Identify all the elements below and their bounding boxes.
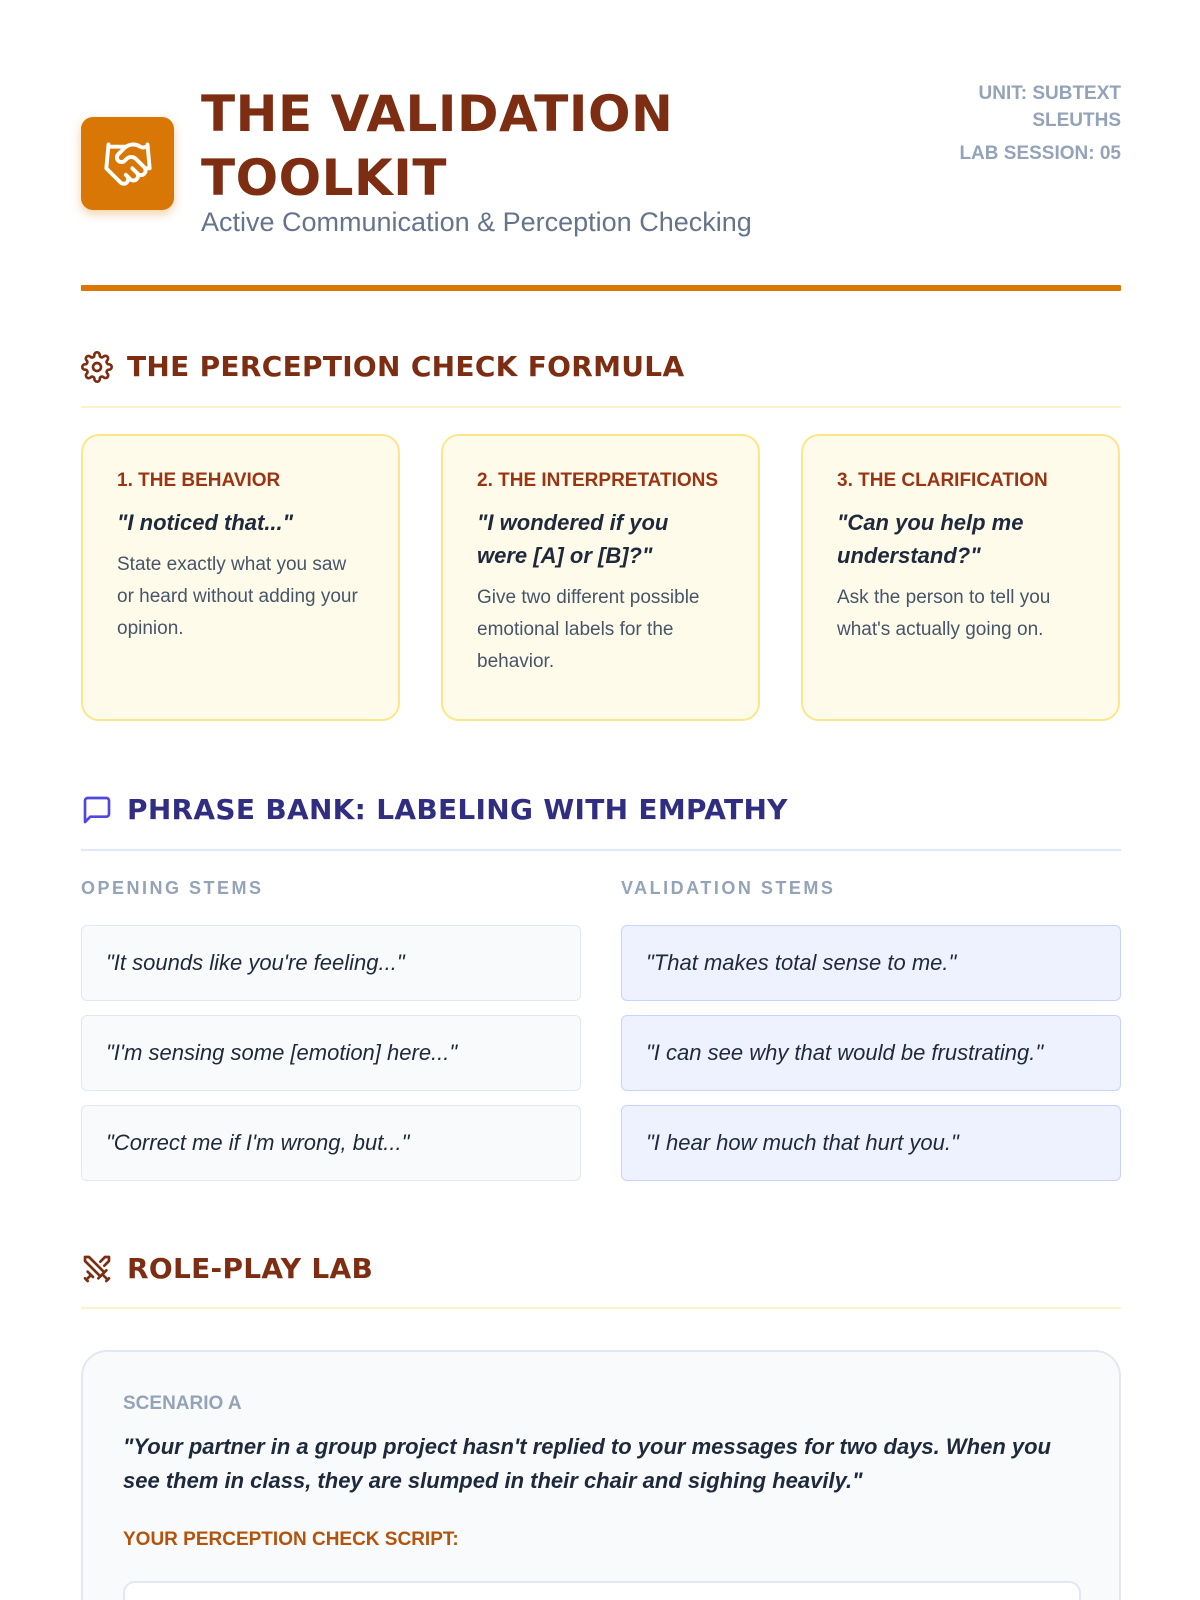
phrase-bank-heading-text: PHRASE BANK: LABELING WITH EMPATHY [127, 793, 788, 826]
card-title: 2. THE INTERPRETATIONS [477, 470, 719, 491]
card-title: 3. THE CLARIFICATION [837, 470, 1048, 491]
page-header [81, 0, 1121, 300]
card-quote: "I noticed that..." [117, 510, 294, 535]
list-item: "Correct me if I'm wrong, but..." [81, 1105, 581, 1181]
handshake-icon [81, 117, 174, 210]
title-line-1: THE VALIDATION [201, 85, 674, 143]
script-answer-field[interactable] [123, 1581, 1081, 1600]
scenario-text: "Your partner in a group project hasn't replied to your messages for two days. When you see them in class, they are slumped in their chair and sighing heavily." [123, 1434, 1051, 1493]
phrase-bank-divider [81, 849, 1121, 851]
validation-stems-label: VALIDATION STEMS [621, 878, 836, 898]
scenario-label: SCENARIO A [123, 1393, 242, 1414]
list-item: "That makes total sense to me." [621, 925, 1121, 1001]
scenario-card [81, 1350, 1121, 1600]
worksheet-page [81, 0, 1121, 1550]
list-item: "I can see why that would be frustrating." [621, 1015, 1121, 1091]
formula-cards [81, 434, 1121, 721]
crossed-swords-icon [81, 1253, 113, 1285]
formula-card [441, 434, 760, 721]
script-label: YOUR PERCEPTION CHECK SCRIPT: [123, 1529, 459, 1550]
title-line-2: TOOLKIT [201, 149, 447, 207]
card-description: Ask the person to tell you what's actually going on. [837, 587, 1051, 640]
list-item: "I hear how much that hurt you." [621, 1105, 1121, 1181]
roleplay-divider [81, 1307, 1121, 1309]
card-quote: "I wondered if you were [A] or [B]?" [477, 510, 669, 568]
gear-icon [81, 351, 113, 383]
formula-card [81, 434, 400, 721]
roleplay-heading [81, 1252, 1121, 1285]
page-title [201, 82, 801, 210]
unit-label-1: UNIT: SUBTEXT [978, 83, 1121, 104]
session-label: LAB SESSION: 05 [959, 143, 1121, 164]
formula-divider [81, 406, 1121, 408]
page-subtitle: Active Communication & Perception Checking [201, 207, 752, 237]
validation-stems-list [621, 925, 1121, 1195]
card-title: 1. THE BEHAVIOR [117, 470, 281, 491]
card-quote: "Can you help me understand?" [837, 510, 1024, 568]
opening-stems-list [81, 925, 581, 1195]
list-item: "I'm sensing some [emotion] here..." [81, 1015, 581, 1091]
header-divider [81, 285, 1121, 291]
card-description: Give two different possible emotional labels for the behavior. [477, 587, 700, 672]
chat-bubble-icon [81, 794, 113, 826]
formula-card [801, 434, 1120, 721]
list-item: "It sounds like you're feeling..." [81, 925, 581, 1001]
roleplay-heading-text: ROLE-PLAY LAB [127, 1252, 374, 1285]
formula-heading [81, 350, 1121, 383]
formula-heading-text: THE PERCEPTION CHECK FORMULA [127, 350, 685, 383]
card-description: State exactly what you saw or heard without adding your opinion. [117, 554, 358, 639]
unit-label-2: SLEUTHS [1032, 110, 1121, 131]
unit-meta [921, 80, 1121, 167]
opening-stems-label: OPENING STEMS [81, 878, 264, 898]
phrase-bank-heading [81, 793, 1121, 826]
